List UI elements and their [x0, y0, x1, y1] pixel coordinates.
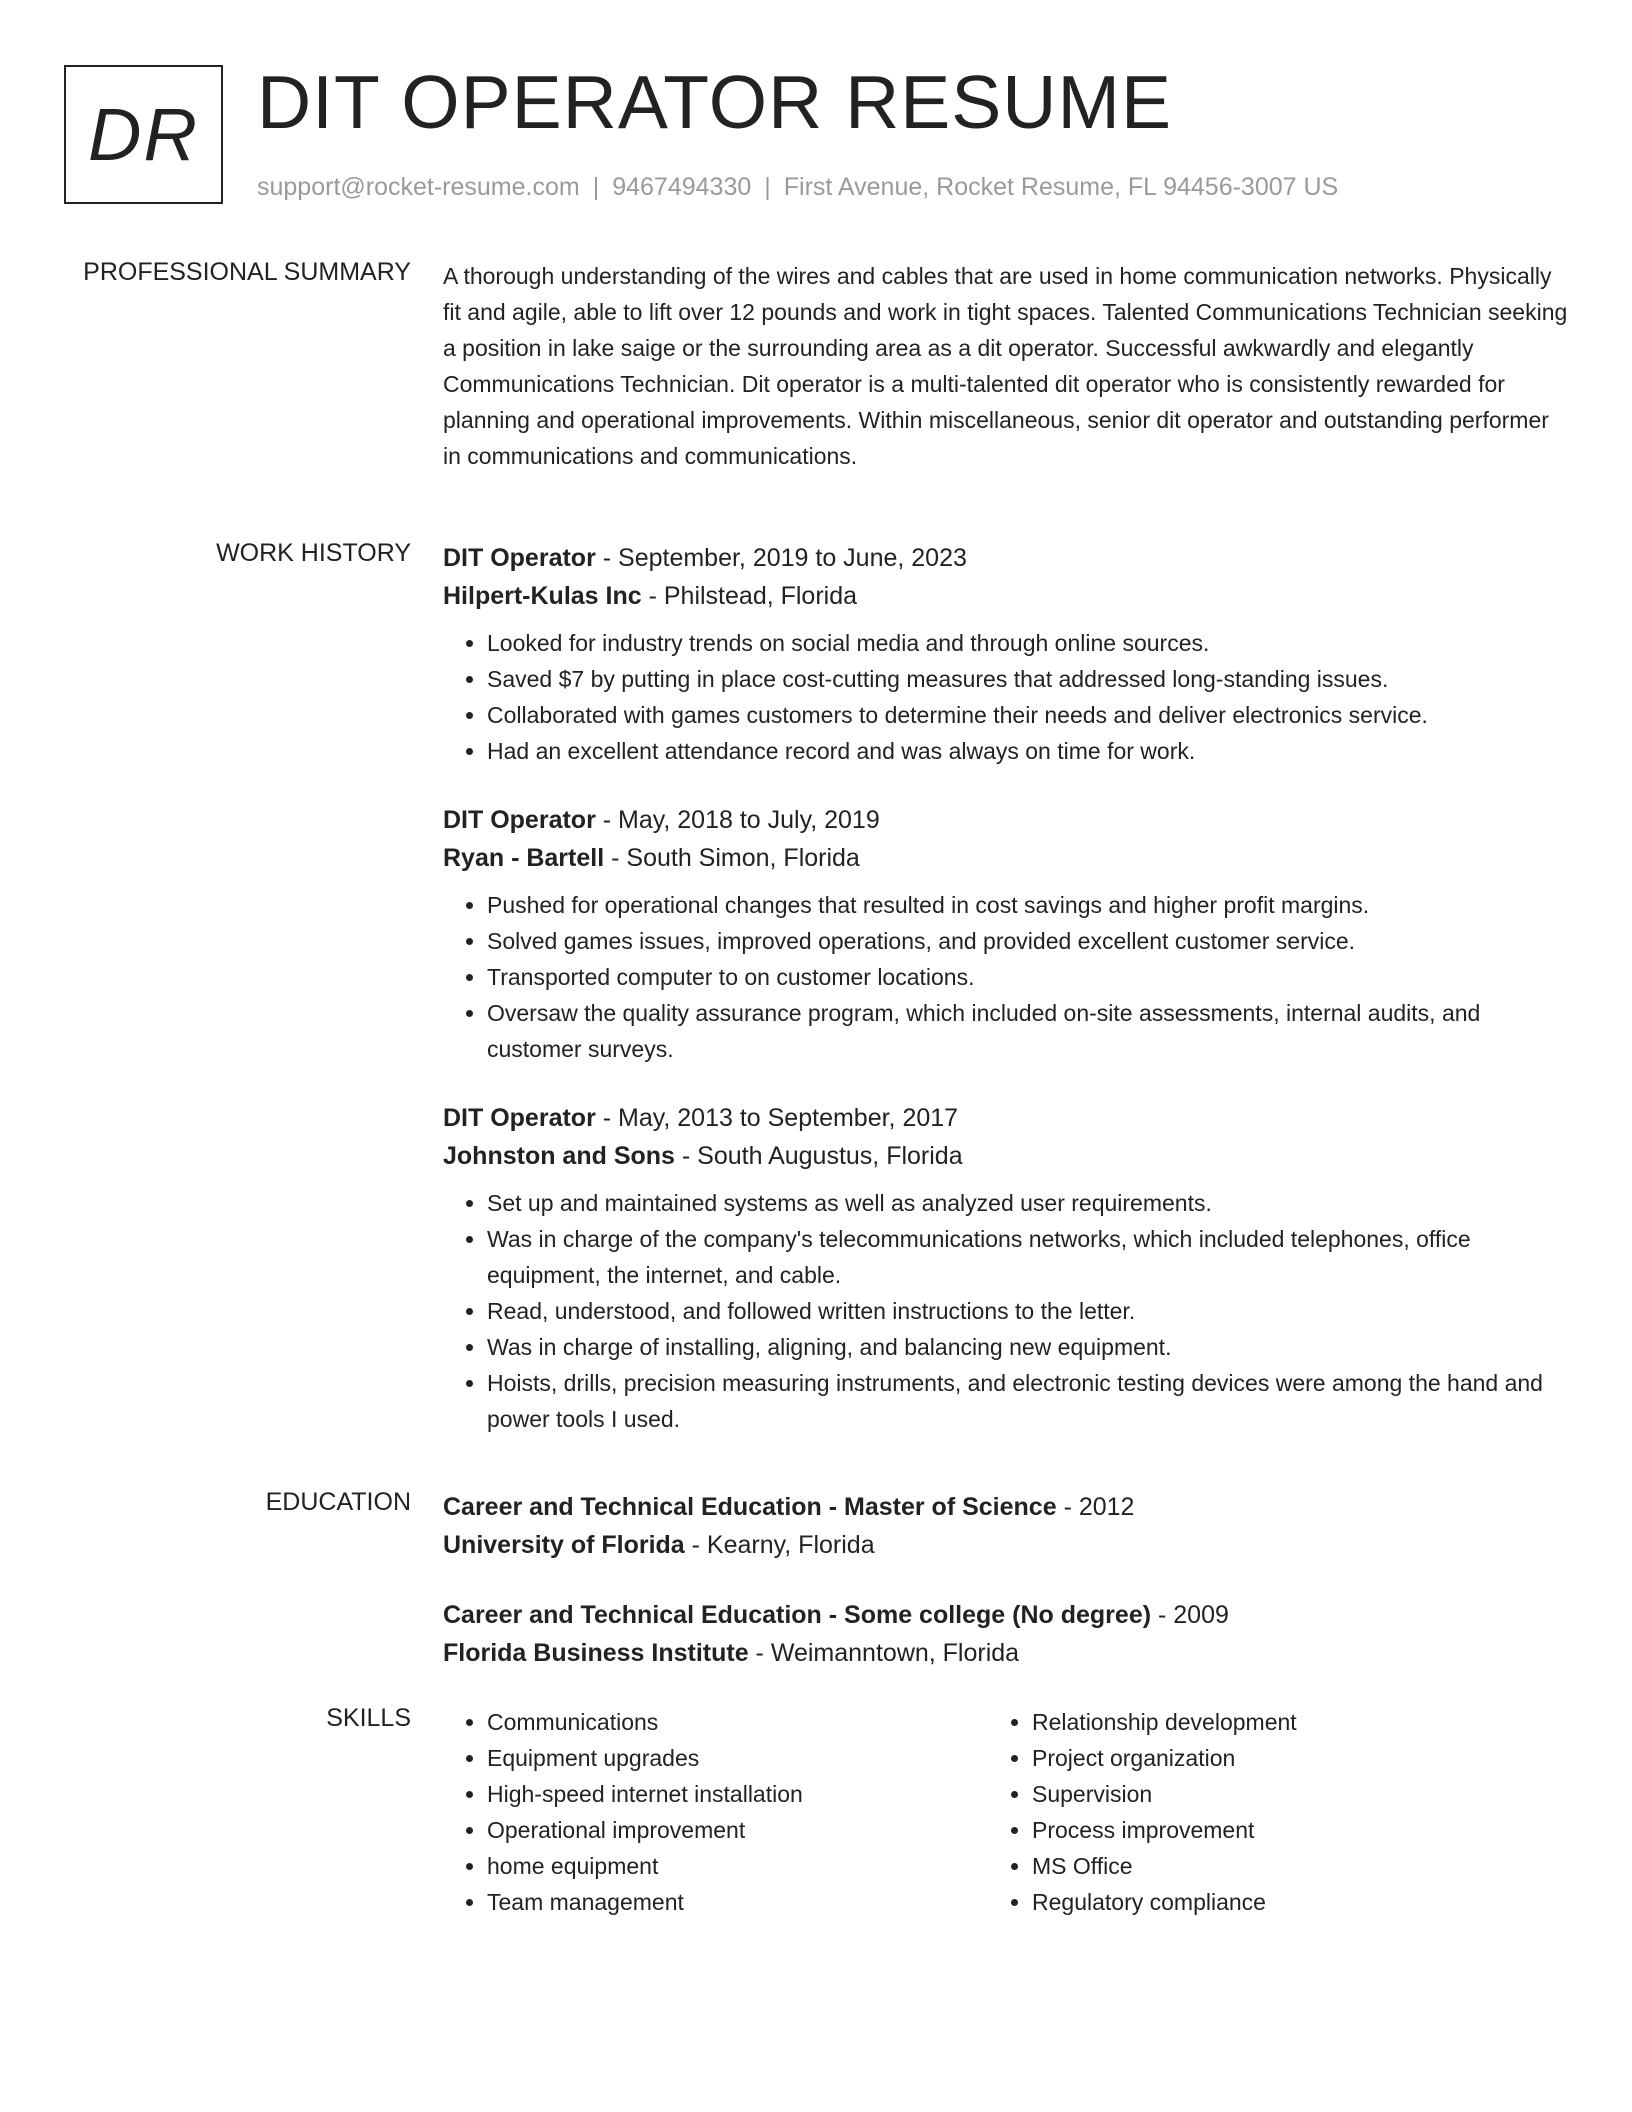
job-dates: - May, 2013 to September, 2017: [595, 1104, 959, 1132]
skill-item: • High-speed internet installation: [487, 1776, 988, 1812]
list-item: • Hoists, drills, precision measuring instruments, and electronic testing devices were among the hand and power tools I used.: [487, 1365, 1568, 1437]
education-degree: Career and Technical Education - Some college (No degree): [443, 1601, 1152, 1629]
skill-item: • Team management: [487, 1884, 988, 1920]
list-item: • Had an excellent attendance record and was always on time for work.: [487, 733, 1568, 769]
job-title: DIT Operator: [443, 806, 596, 834]
contact-separator: |: [592, 173, 600, 201]
skill-item: • Supervision: [1032, 1776, 1533, 1812]
education-degree: Career and Technical Education - Master of Science: [443, 1493, 1057, 1521]
education-school: Florida Business Institute: [443, 1639, 749, 1667]
list-item: • Read, understood, and followed written instructions to the letter.: [487, 1293, 1568, 1329]
job-location: - South Simon, Florida: [604, 844, 860, 872]
job-title: DIT Operator: [443, 544, 596, 572]
job-company: Ryan - Bartell: [443, 844, 605, 872]
job-bullets: [443, 1185, 1568, 1437]
section-label-summary: PROFESSIONAL SUMMARY: [83, 258, 411, 286]
skill-item: • home equipment: [487, 1848, 988, 1884]
job-company-line: [443, 1137, 1568, 1175]
list-item: • Pushed for operational changes that resulted in cost savings and higher profit margins.: [487, 887, 1568, 923]
job-location: - Philstead, Florida: [641, 582, 858, 610]
job-dates: - September, 2019 to June, 2023: [595, 544, 967, 572]
section-label-skills: SKILLS: [326, 1704, 411, 1732]
job-heading: [443, 801, 1568, 839]
section-label-education: EDUCATION: [265, 1488, 411, 1516]
education-entry: [443, 1596, 1568, 1672]
job-company-line: [443, 577, 1568, 615]
summary-text: A thorough understanding of the wires and cables that are used in home communication networks. Physically fit and agile, able to lift over 12 pounds and work in tight spaces. Talented Communications Technician seeking a position in lake saige or the surrounding area as a dit operator. Successful awkwardly and elegantly Communications Technician. Dit operator is a multi-talented dit operator who is consistently rewarded for planning and operational improvements. Within miscellaneous, senior dit operator and outstanding performer in communications and communications.: [443, 263, 1568, 469]
list-item: • Set up and maintained systems as well as analyzed user requirements.: [487, 1185, 1568, 1221]
education-school-line: [443, 1526, 1568, 1564]
education-school-line: [443, 1634, 1568, 1672]
job-entry: [443, 1099, 1568, 1437]
job-heading: [443, 1099, 1568, 1137]
list-item: • Saved $7 by putting in place cost-cutting measures that addressed long-standing issues.: [487, 661, 1568, 697]
contact-phone: 9467494330: [612, 173, 752, 201]
skill-item: • Relationship development: [1032, 1704, 1533, 1740]
education-school: University of Florida: [443, 1531, 685, 1559]
job-dates: - May, 2018 to July, 2019: [595, 806, 880, 834]
resume-header: [64, 60, 1568, 210]
education-entry: [443, 1488, 1568, 1564]
skill-item: • Equipment upgrades: [487, 1740, 988, 1776]
skill-item: • Communications: [487, 1704, 988, 1740]
skill-item: • Process improvement: [1032, 1812, 1533, 1848]
contact-address: First Avenue, Rocket Resume, FL 94456-3007 US: [783, 173, 1339, 201]
contact-separator: |: [764, 173, 771, 201]
job-entry: [443, 801, 1568, 1067]
skill-item: • MS Office: [1032, 1848, 1533, 1884]
list-item: • Was in charge of the company's telecommunications networks, which included telephones, office equipment, the internet, and cable.: [487, 1221, 1568, 1293]
skill-item: • Regulatory compliance: [1032, 1884, 1533, 1920]
job-bullets: [443, 625, 1568, 769]
job-heading: [443, 539, 1568, 577]
list-item: • Collaborated with games customers to determine their needs and deliver electronics service.: [487, 697, 1568, 733]
job-bullets: [443, 887, 1568, 1067]
education-heading: [443, 1488, 1568, 1526]
page-title: DIT OPERATOR RESUME: [257, 60, 1172, 144]
skills-list-right: [988, 1704, 1533, 1920]
list-item: • Oversaw the quality assurance program, which included on-site assessments, internal audits, and customer surveys.: [487, 995, 1568, 1067]
job-location: - South Augustus, Florida: [674, 1142, 963, 1170]
education-year: - 2012: [1056, 1493, 1135, 1521]
skill-item: • Project organization: [1032, 1740, 1533, 1776]
job-company: Johnston and Sons: [443, 1142, 675, 1170]
skills-columns: [443, 1704, 1568, 1920]
education-location: - Weimanntown, Florida: [748, 1639, 1020, 1667]
education-heading: [443, 1596, 1568, 1634]
list-item: • Looked for industry trends on social media and through online sources.: [487, 625, 1568, 661]
list-item: • Solved games issues, improved operations, and provided excellent customer service.: [487, 923, 1568, 959]
job-entry: [443, 539, 1568, 769]
job-company-line: [443, 839, 1568, 877]
initials-monogram: DR: [64, 65, 223, 204]
contact-line: [257, 173, 1338, 202]
section-label-work: WORK HISTORY: [216, 539, 411, 567]
education-location: - Kearny, Florida: [684, 1531, 875, 1559]
list-item: • Was in charge of installing, aligning, and balancing new equipment.: [487, 1329, 1568, 1365]
skill-item: • Operational improvement: [487, 1812, 988, 1848]
contact-email: support@rocket-resume.com: [257, 173, 580, 201]
job-title: DIT Operator: [443, 1104, 596, 1132]
education-year: - 2009: [1151, 1601, 1229, 1629]
list-item: • Transported computer to on customer locations.: [487, 959, 1568, 995]
skills-list-left: [443, 1704, 988, 1920]
job-company: Hilpert-Kulas Inc: [443, 582, 642, 610]
